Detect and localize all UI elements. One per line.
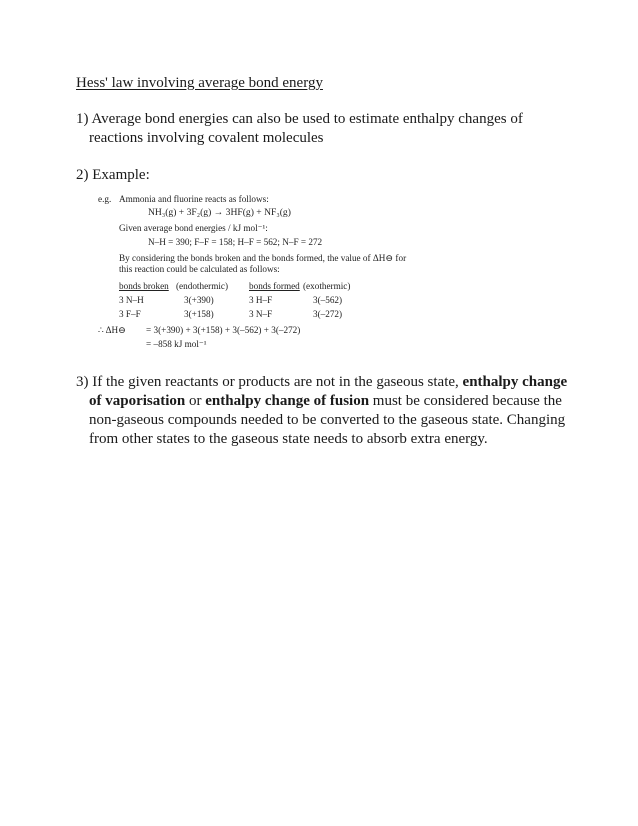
header-bonds-broken: bonds broken [119,281,169,291]
example-intro: Ammonia and fluorine reacts as follows: [119,194,269,204]
point-3-text-before: If the given reactants or products are not in the gaseous state, [92,374,463,390]
point-3 [76,373,579,449]
point-1 [76,110,559,148]
row-1-formed-value: 3(–562) [313,295,343,305]
row-2-broken-value: 3(+158) [184,309,214,319]
header-bonds-formed: bonds formed [249,281,300,291]
point-1-number: 1) [76,111,89,127]
point-3-text-mid: or [185,393,206,409]
example-figure [92,191,432,356]
point-3-text-after: must be considered because the non-gaseous compounds needed to be converted to the gaseous state. Changing from other states to the gaseous state needs to absorb extra energy. [89,393,566,447]
header-exothermic: (exothermic) [303,281,351,291]
example-calculation: = 3(+390) + 3(+158) + 3(–562) + 3(–272) [146,325,301,335]
header-endothermic: (endothermic) [176,281,229,291]
example-equation: NH₃(g) + 3F₂(g) → 3HF(g) + NF₃(g) [148,207,291,218]
example-result: = –858 kJ mol⁻¹ [146,339,207,349]
point-2-text: Example: [92,167,150,183]
row-1-broken-value: 3(+390) [184,295,214,305]
row-2-formed-value: 3(–272) [313,309,343,319]
example-given: Given average bond energies / kJ mol⁻¹: [119,223,268,233]
point-1-text: Average bond energies can also be used to estimate enthalpy changes of reactions involving covalent molecules [89,111,523,146]
point-3-bold-vaporisation: enthalpy change of vaporisation [89,374,568,409]
example-therefore: ∴ ΔH⊖ [98,325,126,335]
row-1-formed: 3 H–F [249,295,273,305]
row-1-broken: 3 N–H [119,295,144,305]
point-2 [76,166,150,185]
point-2-number: 2) [76,167,89,183]
row-2-formed: 3 N–F [249,309,273,319]
point-3-number: 3) [76,374,89,390]
page-heading: Hess' law involving average bond energy [76,75,323,91]
example-eg-label: e.g. [98,194,112,204]
row-2-broken: 3 F–F [119,309,141,319]
example-bond-values: N–H = 390; F–F = 158; H–F = 562; N–F = 272 [148,237,323,247]
example-consider-line-2: this reaction could be calculated as follows: [119,264,280,274]
example-consider-line-1: By considering the bonds broken and the bonds formed, the value of ΔH⊖ for [119,253,407,263]
point-3-bold-fusion: enthalpy change of fusion [205,393,370,409]
